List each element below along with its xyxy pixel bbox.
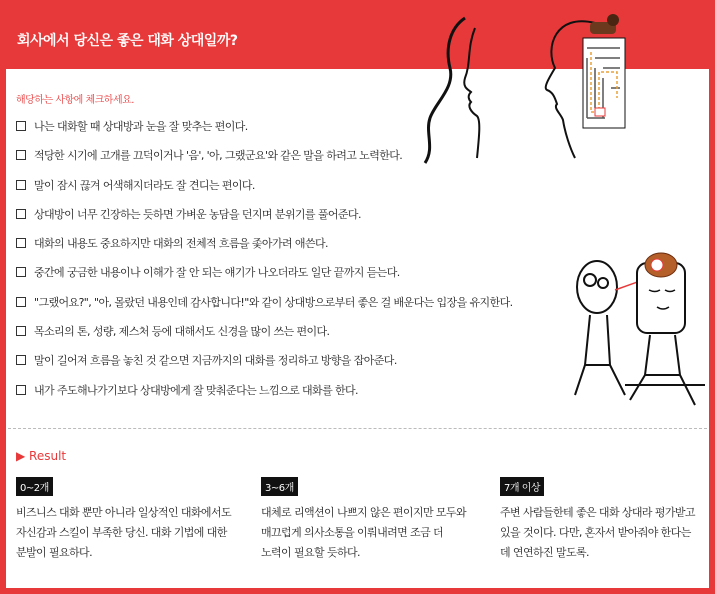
result-text-low: 비즈니스 대화 뿐만 아니라 일상적인 대화에서도 자신감과 스킬이 부족한 당신. 대화 기법에 대한 분발이 필요하다. [16,506,232,559]
checklist-item-label: 상대방이 너무 긴장하는 듯하면 가벼운 농담을 던지며 분위기를 풀어준다. [34,207,361,221]
checkbox-icon[interactable] [16,180,26,190]
checklist-item-label: 중간에 궁금한 내용이나 이해가 잘 안 되는 얘기가 나오더라도 일단 끝까지 듣는다. [34,266,400,280]
result-badge-mid: 3~6개 [261,477,298,496]
result-heading: ▶ Result [16,449,67,463]
checklist-item[interactable] [16,206,513,235]
checkbox-icon[interactable] [16,150,26,160]
checklist-item-label: 대화의 내용도 중요하지만 대화의 전체적 흐름을 좇아가려 애쓴다. [34,237,328,251]
checkbox-icon[interactable] [16,385,26,395]
checkbox-icon[interactable] [16,121,26,131]
baseball [651,259,663,271]
right-body [625,335,705,405]
checklist-item[interactable] [16,235,513,264]
checkbox-icon[interactable] [16,326,26,336]
firstaid-box [595,108,605,116]
checkbox-icon[interactable] [16,297,26,307]
result-text-mid: 대체로 리액션이 나쁘지 않은 편이지만 모두와 매끄럽게 의사소통을 이뤄내려면 조금 더 노력이 필요할 듯하다. [261,506,466,559]
checklist-item[interactable] [16,352,513,381]
checkbox-icon[interactable] [16,238,26,248]
checklist-item-label: 목소리의 톤, 성량, 제스처 등에 대해서도 신경을 많이 쓰는 편이다. [34,325,330,339]
checkbox-icon[interactable] [16,209,26,219]
checklist-item-label: "그랬어요?", "아, 몰랐던 내용인데 감사합니다!"와 같이 상대방으로부터 좋은 걸 배운다는 입장을 유지한다. [34,295,513,309]
left-head [577,261,617,313]
checklist-item[interactable] [16,177,513,206]
dog-head [607,14,619,26]
checklist-item-label: 내가 주도해나가기보다 상대방에게 잘 맞춰준다는 느낌으로 대화를 한다. [34,383,358,397]
checklist-item[interactable] [16,264,513,293]
checklist-item[interactable] [16,323,513,352]
page-title: 회사에서 당신은 좋은 대화 상대일까? [17,33,238,49]
result-badge-low: 0~2개 [16,477,53,496]
checklist [16,118,513,411]
checkbox-icon[interactable] [16,267,26,277]
result-text-high: 주변 사람들한테 좋은 대화 상대라 평가받고 있을 것이다. 다만, 혼자서 받아줘야 한다는 데 연연하진 말도록. [500,506,695,559]
result-badge-high: 7개 이상 [500,477,544,496]
checklist-item[interactable] [16,382,513,411]
instruction-text: 해당하는 사항에 체크하세요. [16,95,134,106]
checklist-item-label: 나는 대화할 때 상대방과 눈을 잘 맞추는 편이다. [34,120,248,133]
checklist-item-label: 적당한 시기에 고개를 끄덕이거나 '음', '아, 그랬군요'와 같은 말을 하려고 노력한다. [34,149,403,163]
checkbox-icon[interactable] [16,355,26,365]
checklist-item-label: 말이 잠시 끊겨 어색해지더라도 잘 견디는 편이다. [34,178,255,192]
section-divider [8,428,707,429]
left-body [575,315,625,395]
checklist-item[interactable] [16,147,513,176]
sitting-figures-illustration [565,245,710,420]
checklist-item-label: 말이 길어져 흐름을 놓친 것 같으면 지금까지의 대화를 정리하고 방향을 잡아준다. [34,354,397,368]
checklist-item[interactable] [16,294,513,323]
checklist-item[interactable] [16,118,513,147]
